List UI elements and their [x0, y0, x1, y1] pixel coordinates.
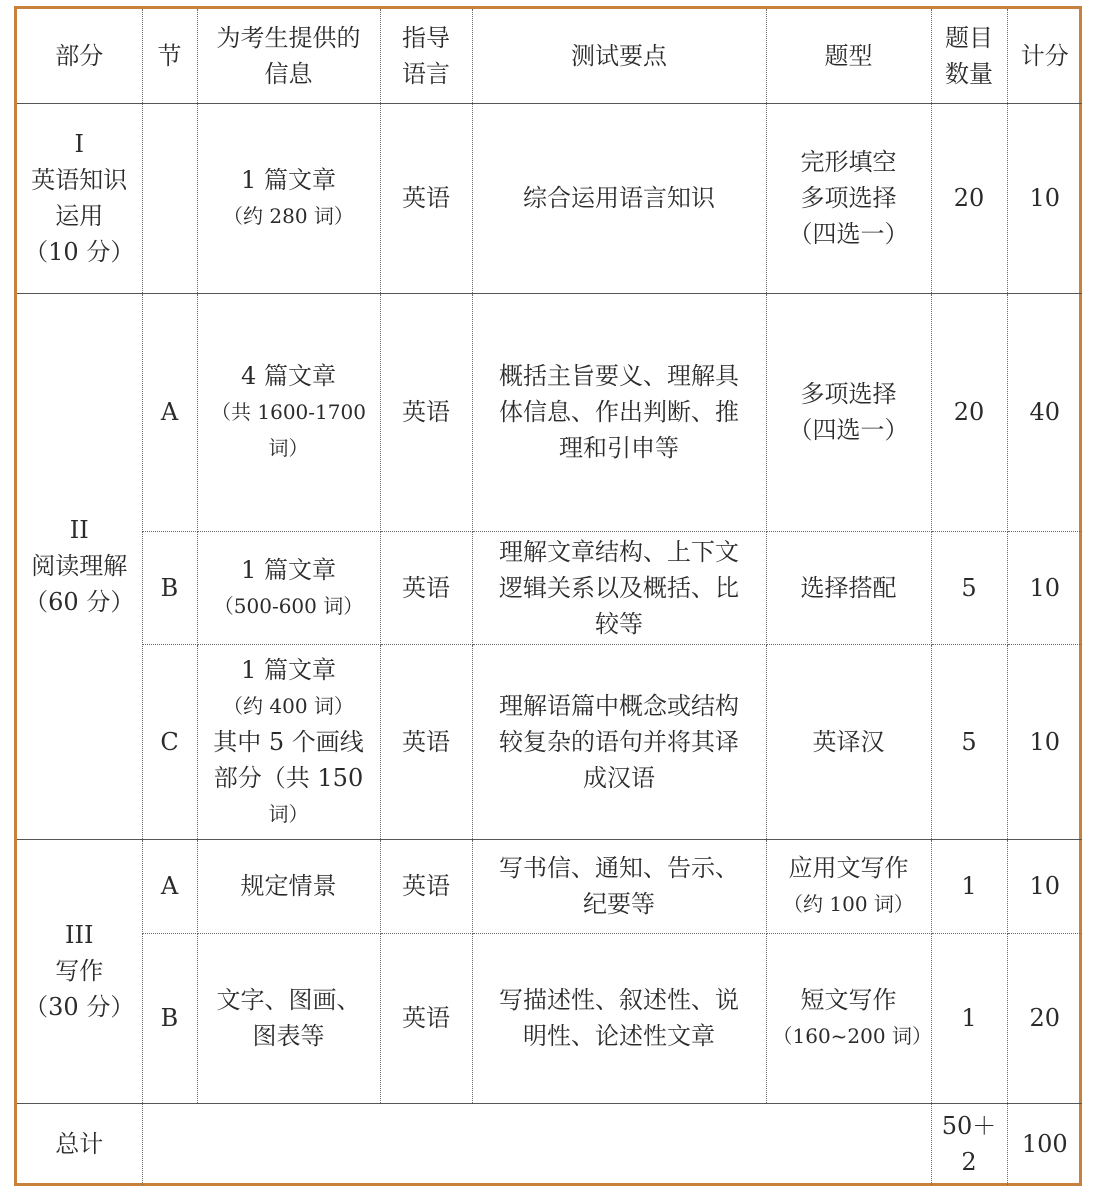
- part2-c-type: 英译汉: [766, 644, 931, 839]
- total-score: 100: [1007, 1103, 1082, 1185]
- part3-a-type: 应用文写作 （约 100 词）: [766, 839, 931, 933]
- part1-score: 10: [1007, 103, 1082, 293]
- part3-row-b: [17, 933, 1082, 1103]
- header-section: 节: [142, 9, 197, 103]
- part3-row-a: [17, 839, 1082, 933]
- header-type: 题型: [766, 9, 931, 103]
- part1-info: 1 篇文章 （约 280 词）: [197, 103, 380, 293]
- part2-row-c: [17, 644, 1082, 839]
- exam-structure-table-frame: [14, 6, 1082, 1186]
- part1-lang: 英语: [380, 103, 472, 293]
- header-points: 测试要点: [472, 9, 766, 103]
- part2-b-score: 10: [1007, 531, 1082, 644]
- part3-b-count: 1: [931, 933, 1007, 1103]
- part2-b-lang: 英语: [380, 531, 472, 644]
- part3-b-type: 短文写作 （160~200 词）: [766, 933, 931, 1103]
- part2-b-type: 选择搭配: [766, 531, 931, 644]
- part3-a-points: 写书信、通知、告示、 纪要等: [472, 839, 766, 933]
- part2-label: II 阅读理解 （60 分）: [17, 293, 142, 839]
- part2-c-lang: 英语: [380, 644, 472, 839]
- part3-b-section: B: [142, 933, 197, 1103]
- header-part: 部分: [17, 9, 142, 103]
- part1-points: 综合运用语言知识: [472, 103, 766, 293]
- part2-c-section: C: [142, 644, 197, 839]
- part3-a-lang: 英语: [380, 839, 472, 933]
- part3-b-lang: 英语: [380, 933, 472, 1103]
- header-row: [17, 9, 1082, 103]
- part2-b-info: 1 篇文章 （500-600 词）: [197, 531, 380, 644]
- part2-a-score: 40: [1007, 293, 1082, 531]
- part2-c-points: 理解语篇中概念或结构 较复杂的语句并将其译 成汉语: [472, 644, 766, 839]
- total-count: 50＋2: [931, 1103, 1007, 1185]
- part1-count: 20: [931, 103, 1007, 293]
- part2-c-score: 10: [1007, 644, 1082, 839]
- header-info: 为考生提供的 信息: [197, 9, 380, 103]
- part2-row-a: [17, 293, 1082, 531]
- part2-c-info: 1 篇文章 （约 400 词） 其中 5 个画线 部分（共 150 词）: [197, 644, 380, 839]
- part3-a-score: 10: [1007, 839, 1082, 933]
- part2-b-section: B: [142, 531, 197, 644]
- part2-b-points: 理解文章结构、上下文 逻辑关系以及概括、比 较等: [472, 531, 766, 644]
- total-empty: [142, 1103, 931, 1185]
- part2-a-points: 概括主旨要义、理解具 体信息、作出判断、推 理和引申等: [472, 293, 766, 531]
- part1-label: I 英语知识 运用 （10 分）: [17, 103, 142, 293]
- part3-a-info: 规定情景: [197, 839, 380, 933]
- header-lang: 指导 语言: [380, 9, 472, 103]
- part3-a-section: A: [142, 839, 197, 933]
- part3-b-score: 20: [1007, 933, 1082, 1103]
- total-row: [17, 1103, 1082, 1185]
- part2-row-b: [17, 531, 1082, 644]
- part2-b-count: 5: [931, 531, 1007, 644]
- part1-section: [142, 103, 197, 293]
- part3-b-points: 写描述性、叙述性、说 明性、论述性文章: [472, 933, 766, 1103]
- total-label: 总计: [17, 1103, 142, 1185]
- part2-a-lang: 英语: [380, 293, 472, 531]
- part3-b-info: 文字、图画、 图表等: [197, 933, 380, 1103]
- part2-a-count: 20: [931, 293, 1007, 531]
- part1-type: 完形填空 多项选择 （四选一）: [766, 103, 931, 293]
- header-score: 计分: [1007, 9, 1082, 103]
- part2-a-info: 4 篇文章 （共 1600-1700 词）: [197, 293, 380, 531]
- header-count: 题目 数量: [931, 9, 1007, 103]
- part2-a-type: 多项选择 （四选一）: [766, 293, 931, 531]
- part1-row: [17, 103, 1082, 293]
- part3-a-count: 1: [931, 839, 1007, 933]
- exam-structure-table: [17, 9, 1082, 1185]
- part3-label: III 写作 （30 分）: [17, 839, 142, 1103]
- part2-a-section: A: [142, 293, 197, 531]
- part2-c-count: 5: [931, 644, 1007, 839]
